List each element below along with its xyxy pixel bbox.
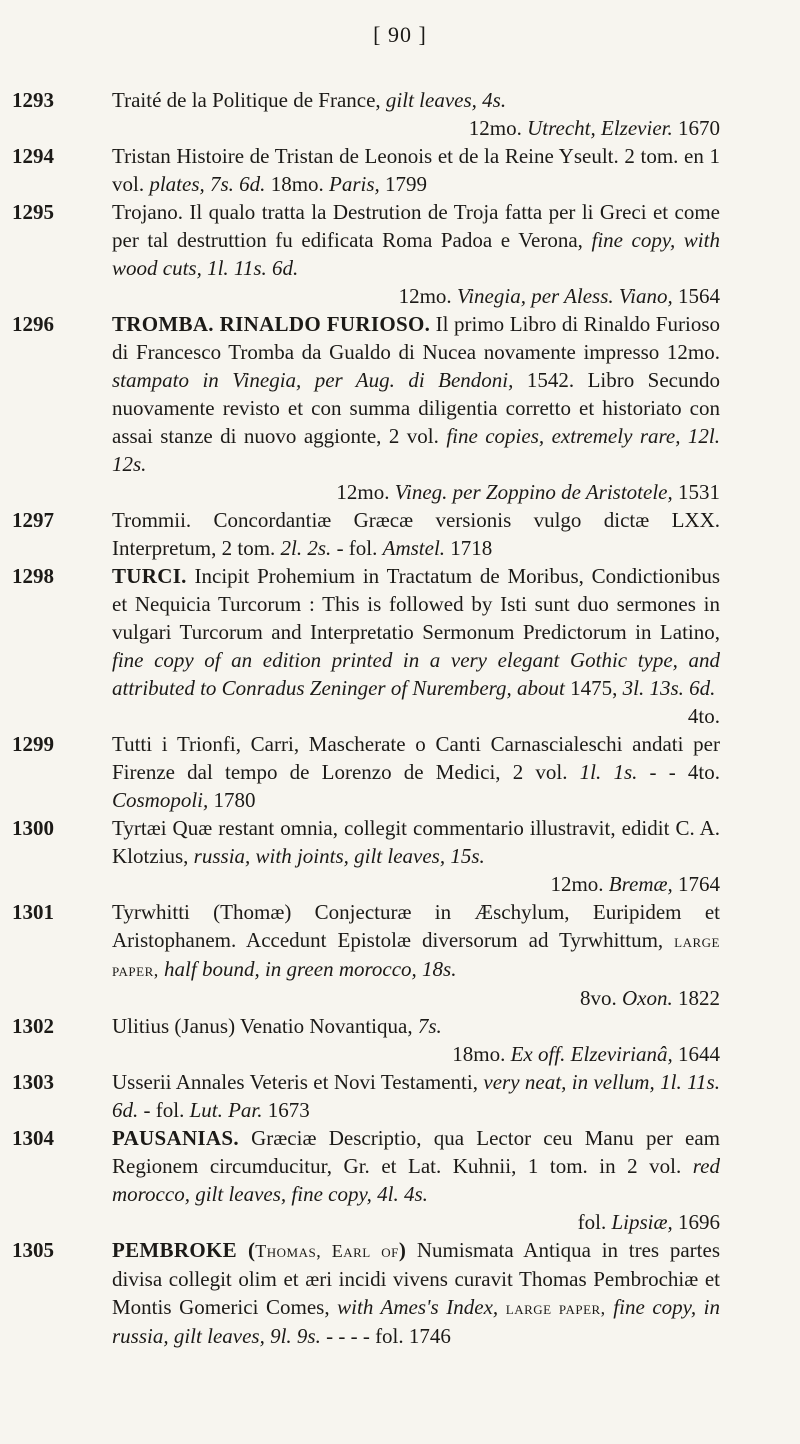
catalogue-list bbox=[12, 86, 721, 1350]
catalogue-entry bbox=[12, 198, 720, 310]
entry-text: Numismata Antiqua in tres partes divisa collegit olim et æri incidi vivens curavit Thomas Pembrochiæ et Montis Gomerici Comes, bbox=[112, 1238, 720, 1319]
entry-number: 1300 bbox=[12, 816, 54, 840]
imprint-text: 1822 bbox=[672, 986, 720, 1010]
catalogue-entry bbox=[12, 562, 720, 730]
entry-number: 1294 bbox=[12, 144, 54, 168]
entry-text: Ulitius (Janus) Venatio Novantiqua, bbox=[112, 1014, 418, 1038]
entry-description bbox=[112, 1236, 720, 1350]
entry-italic-text: stampato in Vinegia, per Aug. di Bendoni, bbox=[112, 368, 514, 392]
imprint-text: fol. bbox=[577, 1210, 612, 1234]
entry-description bbox=[112, 814, 720, 870]
entry-number: 1304 bbox=[12, 1126, 54, 1150]
entry-italic-text: Amstel. bbox=[382, 536, 446, 560]
entry-number: 1305 bbox=[12, 1238, 54, 1262]
entry-text: large paper, bbox=[112, 931, 720, 980]
entry-imprint bbox=[112, 702, 720, 730]
entry-heading: PAUSANIAS. bbox=[112, 1126, 239, 1150]
entry-description bbox=[112, 898, 720, 984]
entry-imprint bbox=[112, 870, 720, 898]
entry-description bbox=[112, 562, 720, 702]
entry-imprint bbox=[112, 114, 720, 142]
entry-text: Tristan Histoire de Tristan de Leonois et de la Reine Yseult. 2 tom. en 1 vol. bbox=[112, 144, 720, 196]
entry-description bbox=[112, 86, 720, 114]
catalogue-entry bbox=[12, 310, 721, 506]
entry-italic-text: gilt leaves, 4s. bbox=[385, 88, 507, 112]
entry-number: 1298 bbox=[12, 564, 54, 588]
imprint-text: 12mo. bbox=[468, 116, 528, 140]
catalogue-entry bbox=[12, 1124, 720, 1236]
imprint-text: 12mo. bbox=[336, 480, 395, 504]
imprint-text: 1564 bbox=[672, 284, 720, 308]
entry-italic-text: fine copy of an edition printed in a very elegant Gothic type, and attributed to Conradus Zeninger of Nuremberg, about bbox=[112, 648, 720, 700]
entry-heading: TURCI. bbox=[112, 564, 187, 588]
entry-italic-text: Paris, bbox=[329, 172, 380, 196]
imprint-place: Ex off. Elzevirianâ, bbox=[510, 1042, 673, 1066]
entry-description bbox=[112, 1124, 720, 1208]
page-number: [ 90 ] bbox=[373, 22, 427, 47]
entry-heading: TROMBA. RINALDO FURIOSO. bbox=[112, 312, 431, 336]
entry-description bbox=[112, 1012, 720, 1040]
entry-heading: PEMBROKE ( bbox=[112, 1238, 256, 1262]
entry-text: - - - - fol. 1746 bbox=[320, 1324, 451, 1348]
imprint-text: 1670 bbox=[672, 116, 720, 140]
entry-text: Il primo Libro di Rinaldo Furioso di Francesco Tromba da Gualdo di Nucea novamente impresso 12mo. bbox=[112, 312, 720, 364]
entry-italic-text: plates, 7s. 6d. bbox=[149, 172, 266, 196]
entry-italic-text: red morocco, gilt leaves, fine copy, 4l. 4s. bbox=[112, 1154, 720, 1206]
entry-number: 1295 bbox=[12, 200, 54, 224]
catalogue-entry bbox=[12, 814, 720, 898]
entry-text bbox=[498, 1295, 506, 1319]
entry-italic-text: 2l. 2s. bbox=[280, 536, 332, 560]
entry-text: 1799 bbox=[379, 172, 428, 196]
entry-text: 1542. Libro Secundo nuovamente revisto et con summa diligentia corretto et historiato con assai stanze di nuovo aggionte, 2 vol. bbox=[112, 368, 721, 448]
entry-description bbox=[112, 506, 720, 562]
entry-imprint bbox=[112, 984, 720, 1012]
entry-text: - fol. bbox=[331, 536, 383, 560]
entry-text: Usserii Annales Veteris et Novi Testamenti, bbox=[112, 1070, 484, 1094]
catalogue-entry bbox=[12, 730, 720, 814]
entry-description bbox=[112, 198, 720, 282]
entry-italic-text: half bound, in green morocco, 18s. bbox=[164, 957, 457, 981]
imprint-place: Vineg. per Zoppino de Aristotele, bbox=[394, 480, 673, 504]
entry-text: 1475, bbox=[564, 676, 623, 700]
entry-imprint bbox=[112, 282, 720, 310]
entry-italic-text: Lut. Par. bbox=[189, 1098, 263, 1122]
entry-text: large paper, bbox=[505, 1298, 606, 1318]
entry-text: Thomas, Earl of bbox=[255, 1241, 399, 1261]
entry-text: Traité de la Politique de France, bbox=[112, 88, 386, 112]
entry-text: Incipit Prohemium in Tractatum de Moribus, Condictionibus et Nequicia Turcorum : This is followed by Isti sunt duo sermones in vulgari Turcorum and Interpretatio Sermonum Predictorum in Latino, bbox=[112, 564, 720, 644]
imprint-text: 12mo. bbox=[550, 872, 609, 896]
entry-text: Trojano. Il qualo tratta la Destrution de Troja fatta per li Greci et come per tal destruttion fu edificata Roma Padoa e Verona, bbox=[112, 200, 720, 252]
entry-text: 1718 bbox=[445, 536, 493, 560]
entry-text: Tyrwhitti (Thomæ) Conjecturæ in Æschylum, Euripidem et Aristophanem. Accedunt Epistolæ diversorum ad Tyrwhittum, bbox=[112, 900, 720, 952]
entry-description bbox=[112, 310, 720, 478]
catalogue-entry bbox=[12, 1012, 720, 1068]
imprint-text: 1531 bbox=[672, 480, 720, 504]
catalogue-entry bbox=[12, 86, 720, 142]
imprint-place: Bremæ, bbox=[608, 872, 673, 896]
catalogue-entry bbox=[12, 506, 720, 562]
entry-text: 18mo. bbox=[265, 172, 330, 196]
entry-description bbox=[112, 1068, 720, 1124]
imprint-place: Utrecht, Elzevier. bbox=[527, 116, 673, 140]
entry-text: - fol. bbox=[138, 1098, 190, 1122]
entry-italic-text: fine copy, in russia, gilt leaves, 9l. 9s. bbox=[112, 1295, 721, 1348]
entry-text: 1673 bbox=[262, 1098, 310, 1122]
entry-text: Tyrtæi Quæ restant omnia, collegit commentario illustravit, edidit C. A. Klotzius, bbox=[112, 816, 720, 868]
entry-text: Trommii. Concordantiæ Græcæ versionis vulgo dictæ LXX. Interpretum, 2 tom. bbox=[112, 508, 720, 560]
entry-italic-text: Cosmopoli, bbox=[112, 788, 209, 812]
entry-text: 1780 bbox=[208, 788, 256, 812]
entry-description bbox=[112, 142, 720, 198]
entry-number: 1302 bbox=[12, 1014, 54, 1038]
entry-number: 1299 bbox=[12, 732, 54, 756]
catalogue-entry bbox=[12, 1236, 721, 1350]
entry-text: Græciæ Descriptio, qua Lector ceu Manu per eam Regionem circumducitur, Gr. et Lat. Kuhnii, 1 tom. in 2 vol. bbox=[112, 1126, 720, 1178]
imprint-text: 18mo. bbox=[452, 1042, 511, 1066]
imprint-place: Vinegia, per Aless. Viano, bbox=[456, 284, 673, 308]
entry-number: 1301 bbox=[12, 900, 54, 924]
entry-italic-text: russia, with joints, gilt leaves, 15s. bbox=[193, 844, 485, 868]
entry-italic-text: with Ames's Index, bbox=[337, 1295, 499, 1319]
entry-italic-text: fine copies, extremely rare, 12l. 12s. bbox=[112, 424, 720, 476]
entry-number: 1303 bbox=[12, 1070, 54, 1094]
entry-imprint bbox=[112, 1208, 720, 1236]
imprint-text: 1644 bbox=[672, 1042, 720, 1066]
entry-imprint bbox=[112, 478, 720, 506]
entry-number: 1296 bbox=[12, 312, 54, 336]
imprint-text: 12mo. bbox=[398, 284, 457, 308]
entry-number: 1293 bbox=[12, 88, 54, 112]
catalogue-entry bbox=[12, 1068, 720, 1124]
imprint-text: 1764 bbox=[672, 872, 720, 896]
catalogue-entry bbox=[12, 142, 720, 198]
entry-imprint bbox=[112, 1040, 720, 1068]
entry-italic-text: 1l. 1s. bbox=[579, 760, 638, 784]
entry-text: Tutti i Trionfi, Carri, Mascherate o Canti Carnascialeschi andati per Firenze dal tempo de Lorenzo de Medici, 2 vol. bbox=[112, 732, 720, 784]
imprint-text: 8vo. bbox=[580, 986, 622, 1010]
entry-italic-text: 7s. bbox=[417, 1014, 442, 1038]
catalogue-entry bbox=[12, 898, 720, 1012]
entry-italic-text: 3l. 13s. 6d. bbox=[622, 676, 716, 700]
imprint-text: 1696 bbox=[672, 1210, 720, 1234]
entry-text: - - 4to. bbox=[637, 760, 720, 784]
imprint-text: 4to. bbox=[687, 704, 720, 728]
entry-description bbox=[112, 730, 720, 814]
entry-italic-text: fine copy, with wood cuts, 1l. 11s. 6d. bbox=[112, 228, 720, 280]
entry-heading: ) bbox=[398, 1238, 407, 1262]
imprint-place: Oxon. bbox=[622, 986, 673, 1010]
imprint-place: Lipsiæ, bbox=[611, 1210, 673, 1234]
entry-number: 1297 bbox=[12, 508, 54, 532]
entry-italic-text: very neat, in vellum, 1l. 11s. 6d. bbox=[112, 1070, 720, 1122]
